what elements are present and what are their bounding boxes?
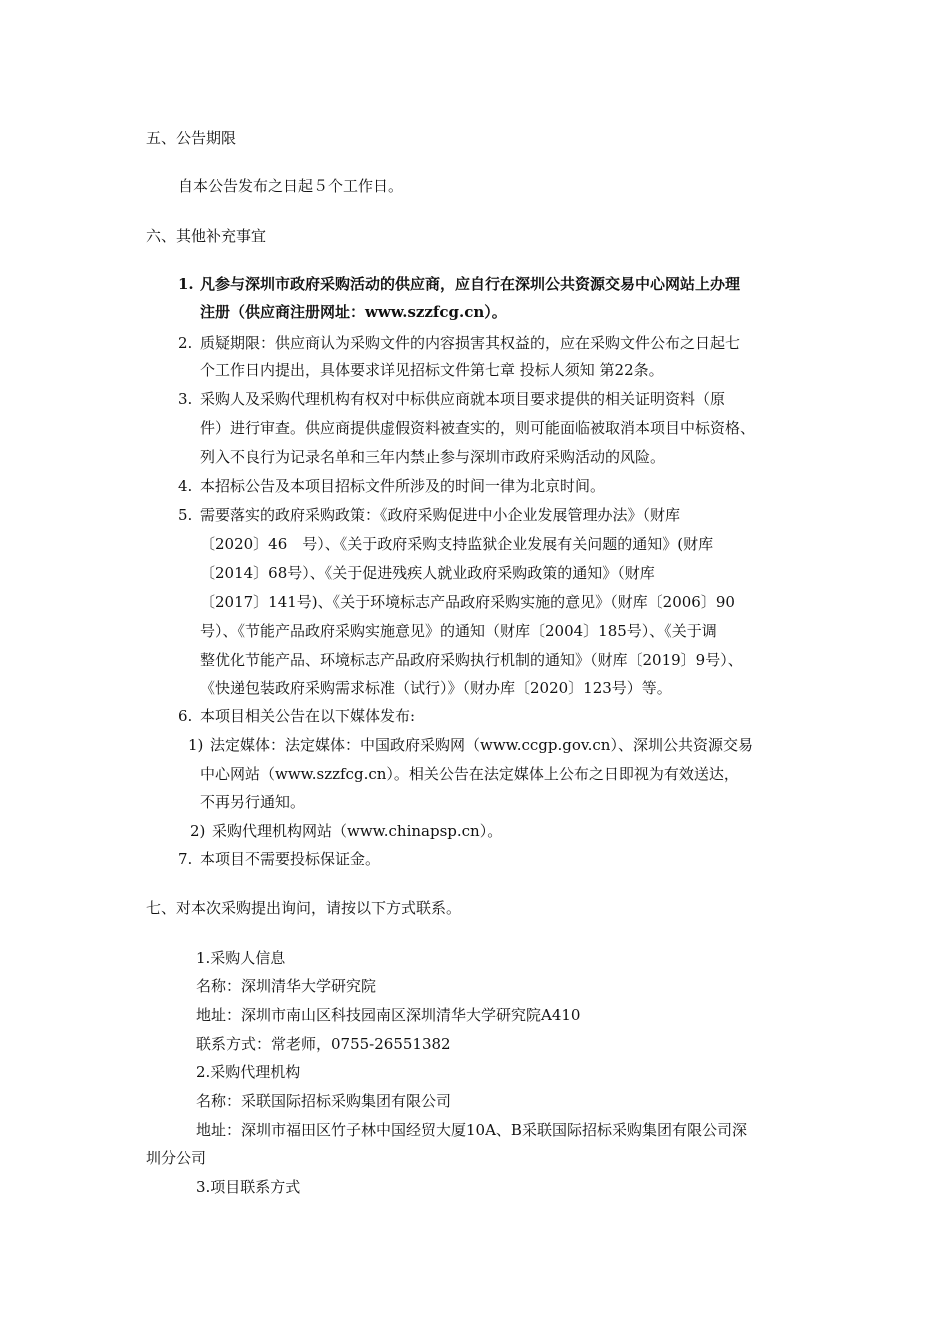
item-7-number: 7. (178, 850, 193, 868)
item-3-number: 3. (178, 390, 193, 408)
item-5-line-2: 〔2020〕46 号）、《关于政府采购支持监狱企业发展有关问题的通知》(财库 (200, 535, 714, 553)
item-5-line-1: 需要落实的政府采购政策：《政府采购促进中小企业发展管理办法》（财库 (200, 506, 681, 524)
agency-address-line-2: 圳分公司 (146, 1149, 207, 1167)
item-2-line-2: 个工作日内提出，具体要求详见招标文件第七章 投标人须知 第22条。 (200, 361, 664, 379)
purchaser-title: 1.采购人信息 (196, 949, 286, 967)
item-2-line-1: 质疑期限：供应商认为采购文件的内容损害其权益的，应在采购文件公布之日起七 (200, 334, 741, 352)
item-7-line-1: 本项目不需要投标保证金。 (200, 850, 381, 868)
sub-item-2-line-1: 采购代理机构网站（www.chinapsp.cn）。 (212, 822, 503, 840)
item-4-number: 4. (178, 477, 193, 495)
agency-title: 2.采购代理机构 (196, 1063, 301, 1081)
item-2-number: 2. (178, 334, 193, 352)
item-4-line-1: 本招标公告及本项目招标文件所涉及的时间一律为北京时间。 (200, 477, 606, 495)
sub-item-1-number: 1) (188, 736, 204, 754)
item-6-line-1: 本项目相关公告在以下媒体发布: (200, 707, 416, 725)
sub-item-1-line-1: 法定媒体：法定媒体：中国政府采购网（www.ccgp.gov.cn）、深圳公共资源交易 (210, 736, 753, 754)
item-5-line-4: 〔2017〕141号)、《关于环境标志产品政府采购实施的意见》（财库〔2006〕90 (200, 593, 735, 611)
sub-item-2-number: 2) (190, 822, 206, 840)
item-6-number: 6. (178, 707, 193, 725)
purchaser-contact: 联系方式：常老师，0755-26551382 (196, 1035, 451, 1053)
sub-item-1-line-2: 中心网站（www.szzfcg.cn）。相关公告在法定媒体上公布之日即视为有效送达， (200, 765, 739, 783)
item-3-line-2: 件）进行审查。供应商提供虚假资料被查实的，则可能面临被取消本项目中标资格、 (200, 419, 756, 437)
item-5-line-7: 《快递包装政府采购需求标准（试行）》（财办库〔2020〕123号）等。 (200, 679, 672, 697)
purchaser-name: 名称：深圳清华大学研究院 (196, 977, 377, 995)
agency-name: 名称：采联国际招标采购集团有限公司 (196, 1092, 452, 1110)
item-1-number: 1. (178, 275, 194, 293)
item-5-line-5: 号）、《节能产品政府采购实施意见》的通知（财库〔2004〕185号）、《关于调 (200, 622, 717, 640)
item-3-line-3: 列入不良行为记录名单和三年内禁止参与深圳市政府采购活动的风险。 (200, 448, 666, 466)
section7-heading: 七、对本次采购提出询问，请按以下方式联系。 (146, 899, 462, 917)
sub-item-1-line-3: 不再另行通知。 (200, 793, 306, 811)
section5-body: 自本公告发布之日起５个工作日。 (178, 177, 404, 195)
item-5-line-6: 整优化节能产品、环境标志产品政府采购执行机制的通知》（财库〔2019〕9号）、 (200, 651, 743, 669)
item-5-line-3: 〔2014〕68号）、《关于促进残疾人就业政府采购政策的通知》（财库 (200, 564, 655, 582)
section5-heading: 五、公告期限 (146, 129, 237, 147)
section6-heading: 六、其他补充事宜 (146, 227, 267, 245)
item-3-line-1: 采购人及采购代理机构有权对中标供应商就本项目要求提供的相关证明资料（原 (200, 390, 726, 408)
item-1-line-1: 凡参与深圳市政府采购活动的供应商，应自行在深圳公共资源交易中心网站上办理 (200, 275, 741, 293)
item-1-line-2: 注册（供应商注册网址：www.szzfcg.cn）。 (200, 303, 507, 321)
agency-address-line-1: 地址：深圳市福田区竹子林中国经贸大厦10A、B采联国际招标采购集团有限公司深 (196, 1121, 747, 1139)
project-contact-title: 3.项目联系方式 (196, 1178, 301, 1196)
purchaser-address: 地址：深圳市南山区科技园南区深圳清华大学研究院A410 (196, 1006, 581, 1024)
item-5-number: 5. (178, 506, 193, 524)
